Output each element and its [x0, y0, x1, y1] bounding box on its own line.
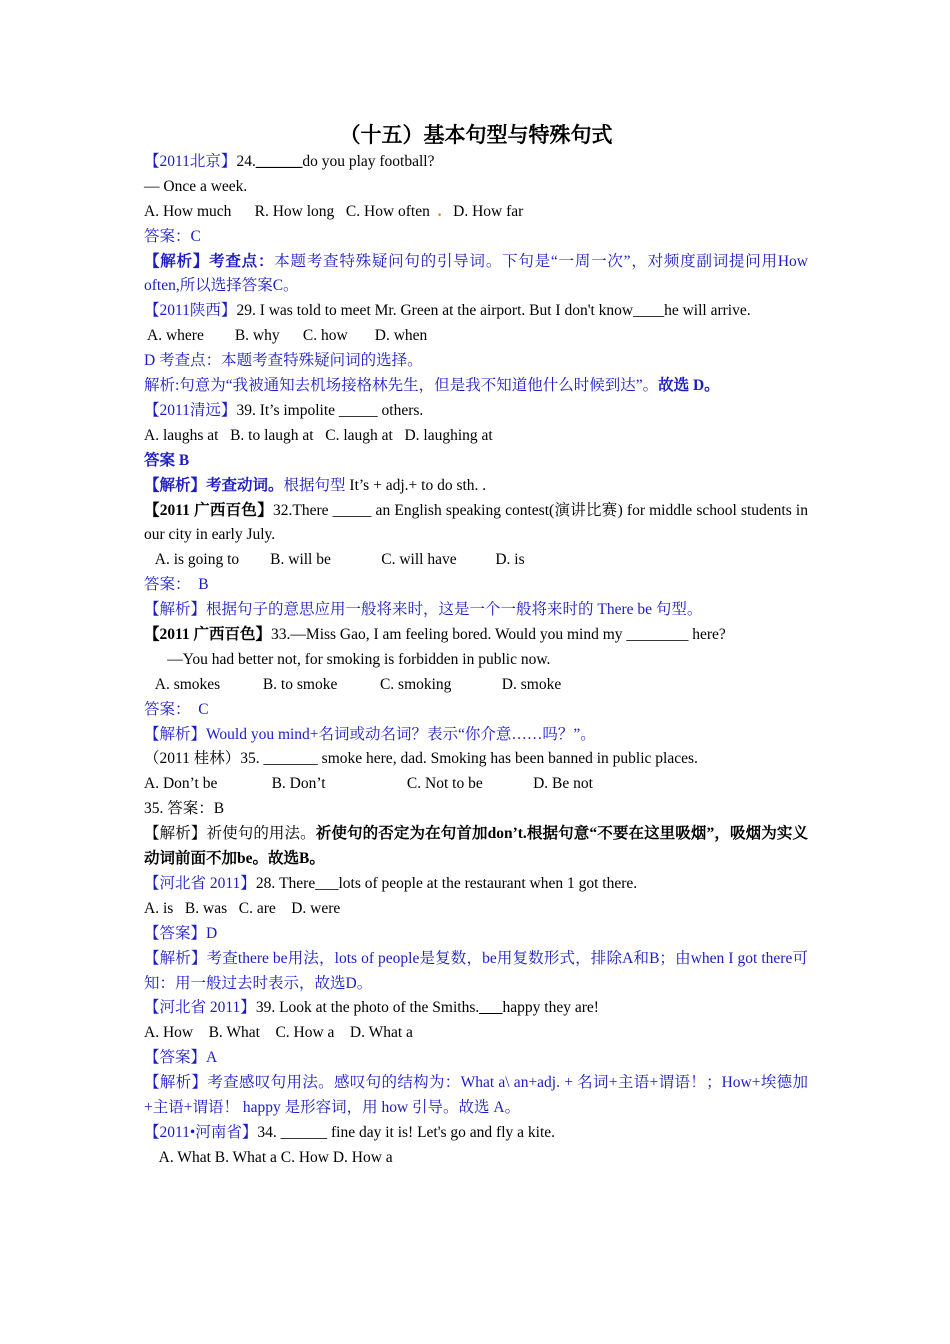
text-run: 考查点：: [209, 252, 275, 270]
text-line: [144, 1121, 808, 1146]
text-line: [144, 225, 808, 250]
text-line: [144, 1021, 808, 1046]
text-run: 【解析】考查there be用法，lots of people是复数，be用复数形式，排除A和B；由when I got there可知：用一般过去时表示，故选D。: [144, 949, 808, 992]
text-run: 24.: [236, 153, 256, 170]
text-run: 【解析】: [144, 252, 210, 270]
text-run: A. Don’t be B. Don’t C. Not to be D. Be not: [144, 775, 593, 793]
text-run: 33.—Miss Gao, I am feeling bored. Would you mind my ________ here?: [271, 625, 726, 643]
text-run: 本题考查特殊疑问句的引导词。下句是“一周一次”，对频度副词提问用How often,所以选择答案C。: [144, 252, 808, 295]
text-run: 【河北省 2011】: [144, 999, 256, 1017]
text-run: A. is B. was C. are D. were: [144, 899, 341, 917]
text-run: 根据句型: [283, 476, 350, 494]
text-line: [144, 349, 808, 374]
text-run: 【答案】D: [144, 924, 218, 942]
text-run: 39. It’s impolite _____ others.: [236, 401, 424, 419]
text-run: A. laughs at B. to laugh at C. laugh at D. laughing at: [144, 426, 493, 444]
text-run: 【2011 广西百色】: [144, 625, 272, 643]
text-run: 39. Look at the photo of the Smiths.: [255, 999, 480, 1017]
text-run: A. What B. What a C. How D. How a: [144, 1148, 393, 1166]
text-run: 【2011 广西百色】: [144, 501, 273, 519]
text-line: [144, 872, 808, 897]
text-run: ______: [255, 153, 303, 170]
text-line: [144, 150, 808, 175]
text-line: [144, 200, 808, 225]
text-run: 【答案】A: [144, 1049, 218, 1067]
text-run: A. How much R. How long C. How often: [144, 202, 438, 220]
text-run: 【解析】Would you mind+名词或动名词？表示“你介意……吗？”。: [144, 725, 596, 743]
text-run: A. smokes B. to smoke C. smoking D. smoke: [144, 675, 562, 693]
text-line: [144, 772, 808, 797]
text-line: [144, 299, 808, 324]
text-run: D. How far: [441, 202, 524, 220]
text-line: [144, 573, 808, 598]
text-run: —You had better not, for smoking is forbidden in public now.: [144, 650, 551, 668]
text-line: [144, 474, 808, 499]
text-run: 32.There _____ an English speaking contest(演讲比赛) for middle school students in our city in early July.: [144, 501, 808, 544]
text-line: [144, 673, 808, 698]
text-line: [144, 499, 808, 549]
text-line: [144, 399, 808, 424]
text-run: D 考查点：本题考查特殊疑问词的选择。: [144, 352, 423, 370]
text-run: do you play football?: [302, 153, 435, 170]
text-line: [144, 1146, 808, 1171]
text-run: 故选 D。: [658, 377, 720, 395]
text-run: 28. There___lots of people at the restaurant when 1 got there.: [255, 874, 638, 892]
text-line: [144, 897, 808, 922]
text-run: 【2011清远】: [144, 401, 237, 419]
text-line: [144, 1046, 808, 1071]
text-run: 答案：C: [144, 227, 201, 245]
text-line: [144, 374, 808, 399]
text-run: A. How B. What C. How a D. What a: [144, 1024, 413, 1042]
text-line: [144, 449, 808, 474]
text-line: [144, 747, 808, 772]
text-run: 29. I was told to meet Mr. Green at the airport. But I don't know____he will arrive.: [236, 302, 751, 320]
text-run: ___: [479, 999, 503, 1017]
text-run: — Once a week.: [144, 177, 248, 195]
text-line: [144, 1071, 808, 1121]
text-line: [144, 797, 808, 822]
text-run: 34. ______ fine day it is! Let's go and fly a kite.: [257, 1123, 556, 1141]
text-run: 祈使句的否定为在句首加don’t.根据句意“不要在这里吸烟”，吸烟为实义动词前面不加be。故选B。: [144, 825, 808, 868]
text-run: It’s + adj.+ to do sth. .: [349, 476, 487, 494]
text-line: [144, 598, 808, 623]
text-line: [144, 424, 808, 449]
text-run: 35. 答案：B: [144, 800, 225, 818]
document-body: [144, 150, 808, 1171]
text-run: 【河北省 2011】: [144, 874, 256, 892]
text-line: [144, 698, 808, 723]
text-run: 【解析】祈使句的用法。: [144, 825, 316, 843]
document-page: [144, 120, 808, 1171]
text-line: [144, 175, 808, 200]
text-run: 【2011北京】: [144, 153, 237, 170]
text-run: happy they are!: [502, 999, 599, 1017]
text-line: [144, 324, 808, 349]
text-run: （2011 桂林）35. _______ smoke here, dad. Smoking has been banned in public places.: [144, 750, 698, 768]
page-title: （十五）基本句型与特殊句式: [339, 123, 613, 147]
text-line: [144, 548, 808, 573]
text-run: 【解析】考查感叹句用法。感叹句的结构为：What a\ an+adj. + 名词+主语+谓语！；How+埃德加+主语+谓语！ happy 是形容词，用 how 引导。故选 A。: [144, 1074, 808, 1116]
text-line: [144, 623, 808, 648]
text-run: 解析:句意为“我被通知去机场接格林先生，但是我不知道他什么时候到达”。: [144, 377, 659, 395]
text-run: A. where B. why C. how D. when: [144, 327, 428, 345]
text-line: [144, 723, 808, 748]
text-run: 答案： B: [144, 576, 209, 594]
text-run: A. is going to B. will be C. will have D. is: [144, 551, 525, 569]
text-run: 【2011•河南省】: [144, 1123, 258, 1141]
text-run: 【2011陕西】: [144, 302, 237, 320]
text-line: [144, 947, 808, 997]
text-run: .: [437, 202, 442, 220]
text-line: [144, 648, 808, 673]
text-run: 【解析】考查动词。: [144, 476, 284, 494]
text-run: 答案 B: [144, 451, 190, 469]
text-run: 答案： C: [144, 700, 209, 718]
text-line: [144, 822, 808, 872]
text-line: [144, 922, 808, 947]
text-line: [144, 250, 808, 300]
text-run: 【解析】根据句子的意思应用一般将来时，这是一个一般将来时的 There be 句型。: [144, 601, 703, 619]
text-line: [144, 996, 808, 1021]
